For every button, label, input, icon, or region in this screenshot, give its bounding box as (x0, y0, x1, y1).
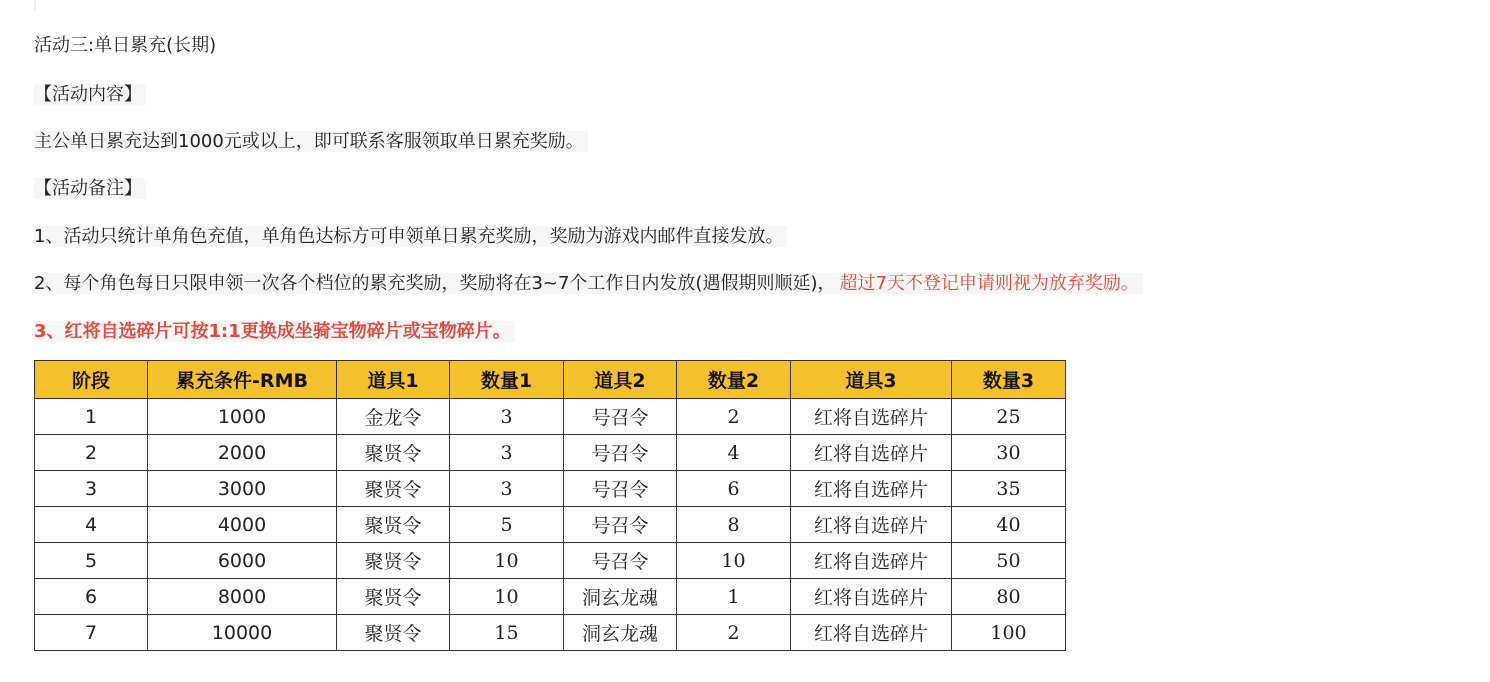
cell-item-2: 号召令 (564, 399, 677, 435)
cell-stage: 2 (35, 435, 148, 471)
cell-qty-3: 40 (952, 507, 1066, 543)
cell-stage: 4 (35, 507, 148, 543)
cell-item-3: 红将自选碎片 (791, 507, 952, 543)
cell-qty-3: 35 (952, 471, 1066, 507)
header-stage: 阶段 (35, 361, 148, 399)
cell-stage: 5 (35, 543, 148, 579)
note-3-text: 3、红将自选碎片可按1:1更换成坐骑宝物碎片或宝物碎片。 (34, 321, 515, 342)
cell-qty-1: 3 (450, 435, 564, 471)
cell-qty-2: 1 (677, 579, 791, 615)
top-divider (34, 0, 36, 10)
cell-item-1: 聚贤令 (337, 471, 450, 507)
cell-item-3: 红将自选碎片 (791, 579, 952, 615)
header-item-2: 道具2 (564, 361, 677, 399)
activity-heading-text: 活动三:单日累充(长期) (34, 35, 217, 56)
cell-qty-1: 3 (450, 399, 564, 435)
cell-item-1: 聚贤令 (337, 435, 450, 471)
cell-item-1: 聚贤令 (337, 543, 450, 579)
cell-qty-3: 50 (952, 543, 1066, 579)
cell-item-3: 红将自选碎片 (791, 399, 952, 435)
table-row (35, 507, 1066, 543)
note-3 (34, 319, 515, 345)
content-text (34, 129, 588, 155)
cell-qty-2: 2 (677, 615, 791, 651)
table-row (35, 543, 1066, 579)
cell-item-2: 号召令 (564, 471, 677, 507)
cell-stage: 3 (35, 471, 148, 507)
note-2 (34, 271, 1143, 297)
cell-qty-2: 8 (677, 507, 791, 543)
table-row (35, 435, 1066, 471)
cell-qty-3: 30 (952, 435, 1066, 471)
note-2-text: 2、每个角色每日只限申领一次各个档位的累充奖励，奖励将在3~7个工作日内发放(遇假期则顺延)， (34, 273, 839, 294)
cell-qty-3: 80 (952, 579, 1066, 615)
cell-condition: 4000 (148, 507, 337, 543)
cell-item-3: 红将自选碎片 (791, 471, 952, 507)
cell-item-1: 金龙令 (337, 399, 450, 435)
cell-stage: 1 (35, 399, 148, 435)
note-1-text: 1、活动只统计单角色充值，单角色达标方可申领单日累充奖励，奖励为游戏内邮件直接发放。 (34, 226, 787, 247)
cell-condition: 10000 (148, 615, 337, 651)
activity-heading (34, 33, 216, 59)
cell-qty-2: 2 (677, 399, 791, 435)
content-label (34, 82, 146, 108)
cell-qty-2: 6 (677, 471, 791, 507)
note-2-red-text: 超过7天不登记申请则视为放弃奖励。 (839, 273, 1142, 294)
cell-qty-1: 3 (450, 471, 564, 507)
cell-qty-3: 100 (952, 615, 1066, 651)
cell-item-3: 红将自选碎片 (791, 543, 952, 579)
cell-item-2: 洞玄龙魂 (564, 615, 677, 651)
cell-qty-1: 5 (450, 507, 564, 543)
cell-item-1: 聚贤令 (337, 507, 450, 543)
cell-qty-1: 10 (450, 543, 564, 579)
table-row (35, 615, 1066, 651)
cell-item-2: 号召令 (564, 507, 677, 543)
cell-item-2: 号召令 (564, 543, 677, 579)
cell-condition: 3000 (148, 471, 337, 507)
cell-qty-2: 10 (677, 543, 791, 579)
cell-qty-1: 15 (450, 615, 564, 651)
header-item-3: 道具3 (791, 361, 952, 399)
note-1 (34, 224, 787, 250)
header-qty-3: 数量3 (952, 361, 1066, 399)
content-text-body: 主公单日累充达到1000元或以上，即可联系客服领取单日累充奖励。 (34, 131, 588, 152)
cell-item-2: 号召令 (564, 435, 677, 471)
cell-item-2: 洞玄龙魂 (564, 579, 677, 615)
reward-table (34, 360, 1066, 651)
content-label-text: 【活动内容】 (34, 84, 146, 105)
header-condition: 累充条件-RMB (148, 361, 337, 399)
cell-qty-1: 10 (450, 579, 564, 615)
cell-stage: 6 (35, 579, 148, 615)
cell-item-1: 聚贤令 (337, 579, 450, 615)
header-qty-2: 数量2 (677, 361, 791, 399)
cell-condition: 6000 (148, 543, 337, 579)
cell-qty-3: 25 (952, 399, 1066, 435)
table-header-row (35, 361, 1066, 399)
table-row (35, 471, 1066, 507)
cell-condition: 2000 (148, 435, 337, 471)
table-row (35, 399, 1066, 435)
cell-item-1: 聚贤令 (337, 615, 450, 651)
notes-label (34, 176, 146, 202)
cell-stage: 7 (35, 615, 148, 651)
header-qty-1: 数量1 (450, 361, 564, 399)
cell-qty-2: 4 (677, 435, 791, 471)
cell-item-3: 红将自选碎片 (791, 615, 952, 651)
header-item-1: 道具1 (337, 361, 450, 399)
notes-label-text: 【活动备注】 (34, 178, 146, 199)
cell-condition: 8000 (148, 579, 337, 615)
table-row (35, 579, 1066, 615)
cell-item-3: 红将自选碎片 (791, 435, 952, 471)
cell-condition: 1000 (148, 399, 337, 435)
